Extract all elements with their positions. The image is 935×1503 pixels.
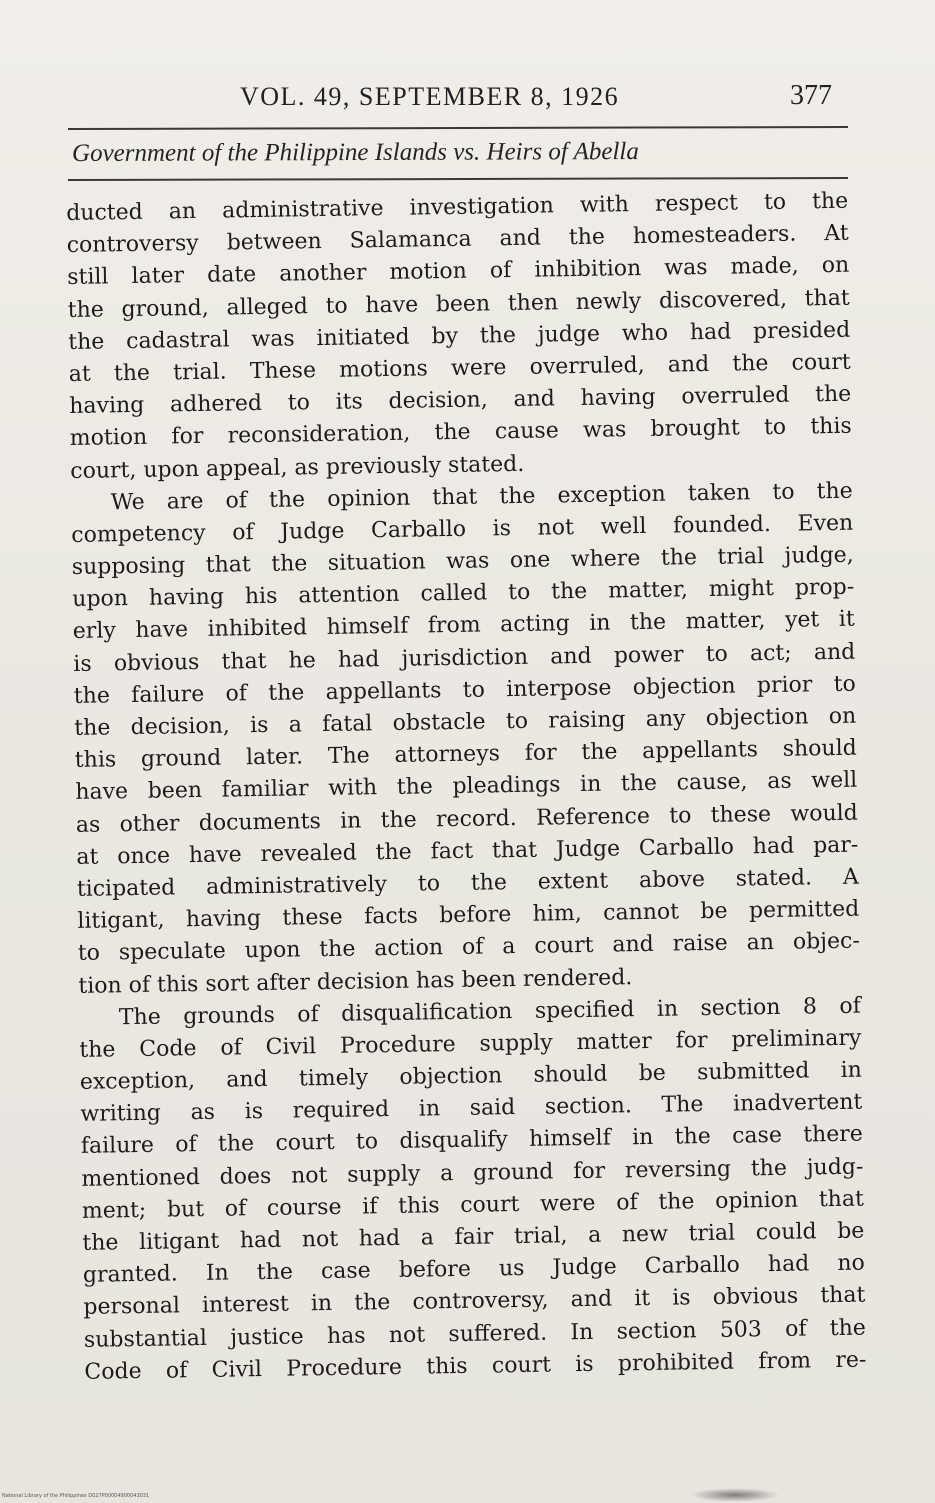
scan-smudge xyxy=(690,1488,780,1502)
text-line: ment; but of course if this court were of the opinion that xyxy=(81,1186,865,1224)
text-line: is obvious that he had jurisdiction and power to act; and xyxy=(73,639,856,677)
text-line: motion for reconsideration, the cause was brought to this xyxy=(69,414,852,452)
text-line: controversy between Salamanca and the homesteaders. At xyxy=(66,220,849,259)
text-line: mentioned does not supply a ground for reversing the judg- xyxy=(81,1154,864,1192)
paragraph-first-line: We are of the opinion that the exception taken to the xyxy=(110,478,853,516)
text-line: exception, and timely objection should be submitted in xyxy=(79,1057,862,1095)
text-line: still later date another motion of inhibition was made, on xyxy=(67,253,850,291)
text-line: to speculate upon the action of a court and raise an objec- xyxy=(77,928,860,967)
text-line: at the trial. These motions were overruled, and the court xyxy=(68,349,851,387)
text-line: Code of Civil Procedure this court is prohibited from re- xyxy=(84,1347,867,1385)
text-line: substantial justice has not suffered. In section 503 of the xyxy=(83,1315,867,1353)
text-line: the ground, alleged to have been then newly discovered, that xyxy=(67,285,850,323)
text-line: ticipated administratively to the extent above stated. A xyxy=(76,864,859,902)
header-rule-bottom xyxy=(68,177,848,181)
text-line: litigant, having these facts before him, cannot be permitted xyxy=(77,896,860,935)
paragraph-first-line: The grounds of disqualification specified in section 8 of xyxy=(118,993,861,1030)
body-text xyxy=(66,186,875,1389)
text-line: court, upon appeal, as previously stated. xyxy=(70,451,525,484)
text-line: granted. In the case before us Judge Carballo had no xyxy=(82,1250,866,1289)
text-line: the cadastral was initiated by the judge who had presided xyxy=(68,317,851,355)
text-line: ducted an administrative investigation with respect to the xyxy=(66,188,849,226)
text-line: tion of this sort after decision has been rendered. xyxy=(78,964,633,999)
text-line: upon having his attention called to the matter, might prop- xyxy=(72,574,855,613)
text-line: the decision, is a fatal obstacle to raising any objection on xyxy=(74,703,857,741)
text-line: at once have revealed the fact that Judge Carballo had par- xyxy=(76,832,859,870)
text-line: the litigant had not had a fair trial, a new trial could be xyxy=(82,1218,865,1256)
header-rule-top xyxy=(68,126,848,130)
text-line: erly have inhibited himself from acting in the matter, yet it xyxy=(72,607,855,645)
text-line: this ground later. The attorneys for the appellants should xyxy=(74,735,857,774)
text-line: have been familiar with the pleadings in the cause, as well xyxy=(75,768,858,806)
text-line: as other documents in the record. Reference to these would xyxy=(75,800,858,838)
text-line: the failure of the appellants to interpose objection prior to xyxy=(73,671,856,709)
archive-source-tag: National Library of the Philippines D027P00004900043031 xyxy=(2,1493,150,1499)
text-line: failure of the court to disqualify himself in the case there xyxy=(80,1122,864,1160)
text-line: having adhered to its decision, and having overruled the xyxy=(69,381,852,420)
case-title: Government of the Philippine Islands vs. Heirs of Abella xyxy=(71,138,639,167)
text-line: competency of Judge Carballo is not well founded. Even xyxy=(71,510,854,548)
text-line: supposing that the situation was one where the trial judge, xyxy=(71,542,854,581)
text-line: the Code of Civil Procedure supply matter for preliminary xyxy=(79,1025,862,1063)
text-line: personal interest in the controversy, and it is obvious that xyxy=(83,1282,866,1321)
page-number: 377 xyxy=(790,80,832,111)
running-head: VOL. 49, SEPTEMBER 8, 1926 xyxy=(240,82,620,111)
text-line: writing as is required in said section. The inadvertent xyxy=(80,1089,863,1128)
